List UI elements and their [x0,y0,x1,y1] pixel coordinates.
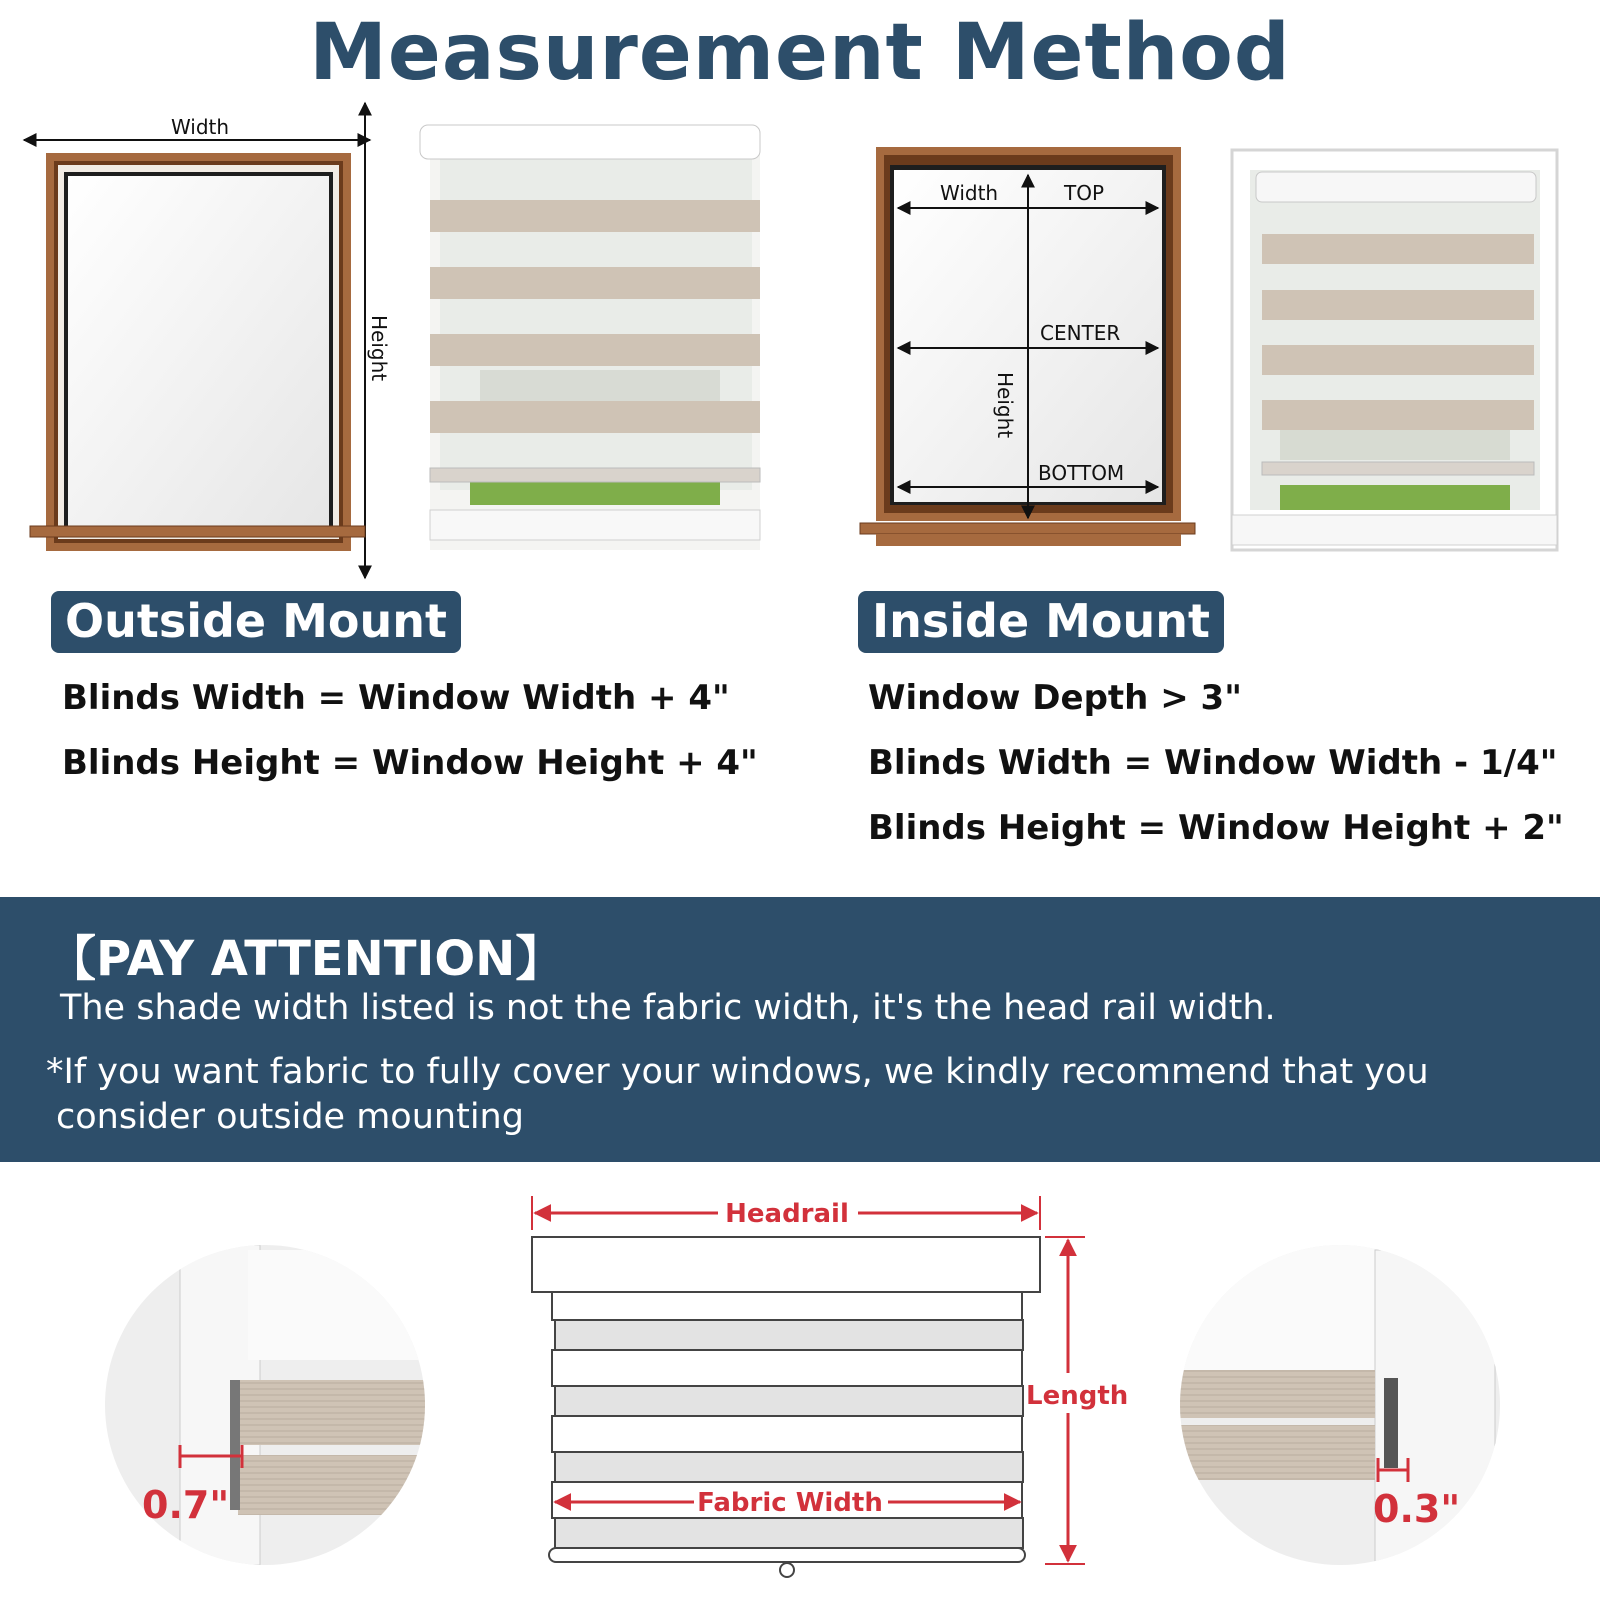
right-gap-label: 0.3" [1373,1487,1461,1531]
outside-formula-height: Blinds Height = Window Height + 4" [62,743,758,783]
top-label: TOP [1064,181,1105,205]
right-detail-circle [1180,1245,1500,1570]
inside-formula-height: Blinds Height = Window Height + 2" [868,808,1564,848]
attention-title: 【PAY ATTENTION】 [48,931,564,987]
outside-blind-photo [420,125,760,550]
inside-formula-depth: Window Depth > 3" [868,678,1242,718]
blind-drawing [532,1196,1128,1577]
center-label: CENTER [1040,321,1121,345]
attention-line-3: consider outside mounting [56,1097,524,1137]
length-label: Length [1026,1381,1129,1411]
bottom-label: BOTTOM [1038,461,1125,485]
inside-height-label: Height [993,372,1017,439]
headrail-label: Headrail [725,1199,849,1229]
outside-window-diagram [0,0,1600,600]
fabric-width-label: Fabric Width [697,1488,883,1518]
bottom-diagram [0,1180,1600,1600]
inside-mount-badge: Inside Mount [858,591,1224,653]
attention-line-1: The shade width listed is not the fabric width, it's the head rail width. [60,988,1276,1028]
inside-blind-photo [1232,150,1557,550]
inside-formula-width: Blinds Width = Window Width - 1/4" [868,743,1558,783]
inside-width-label: Width [940,181,999,205]
attention-line-2: *If you want fabric to fully cover your windows, we kindly recommend that you [46,1052,1429,1092]
outside-formula-width: Blinds Width = Window Width + 4" [62,678,730,718]
window-sill [30,526,365,537]
page-title: Measurement Method [309,8,1291,98]
inside-window-diagram [860,147,1195,546]
left-detail-circle [105,1245,448,1565]
left-gap-label: 0.7" [142,1483,230,1527]
width-label: Width [170,115,230,139]
outside-mount-badge: Outside Mount [51,591,461,653]
height-label: Height [367,315,391,382]
